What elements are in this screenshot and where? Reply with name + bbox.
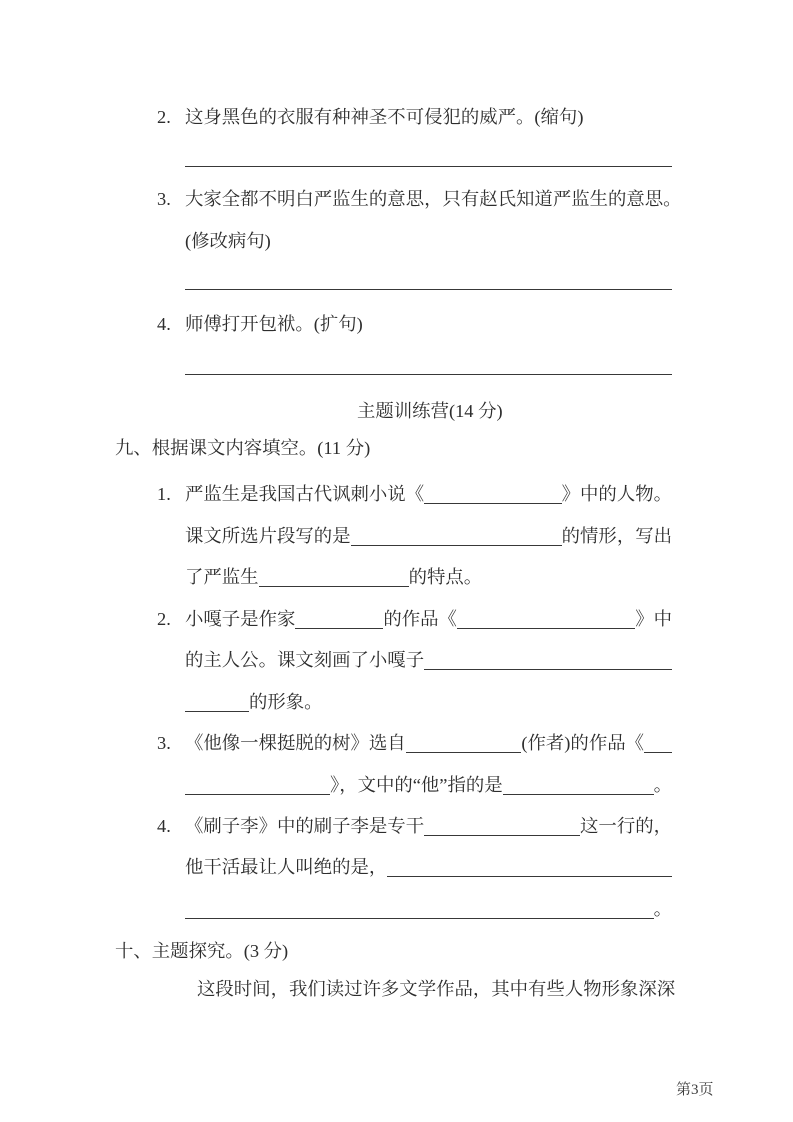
page-number: 第3页 bbox=[676, 1082, 714, 1098]
question-item-line bbox=[157, 106, 672, 128]
line-content bbox=[197, 978, 684, 1000]
text-segment: 。 bbox=[653, 775, 672, 795]
text-segment: (修改病句) bbox=[185, 231, 271, 251]
text-segment: (作者)的作品《 bbox=[521, 733, 644, 753]
fill-blank-underline bbox=[424, 815, 580, 836]
text-segment: 了严监生 bbox=[185, 567, 259, 587]
item-number: 2. bbox=[157, 107, 171, 127]
text-segment: 》中的人物。 bbox=[561, 484, 672, 504]
line-content bbox=[185, 898, 672, 920]
text-segment: 这段时间，我们读过许多文学作品，其中有些人物形象深深 bbox=[197, 979, 676, 999]
line-content bbox=[185, 106, 672, 128]
fill-blank-underline bbox=[406, 732, 522, 753]
text-segment: 师傅打开包袱。(扩句) bbox=[185, 314, 363, 334]
line-content bbox=[185, 483, 672, 505]
text-segment: 。 bbox=[653, 899, 672, 919]
text-segment: 的形象。 bbox=[249, 692, 323, 712]
item-number: 3. bbox=[157, 189, 171, 209]
fill-blank-underline bbox=[351, 525, 562, 546]
line-content bbox=[115, 437, 370, 459]
fill-blank-underline bbox=[259, 566, 409, 587]
text-segment: 他干活最让人叫绝的是， bbox=[185, 857, 388, 877]
line-content bbox=[185, 230, 672, 252]
section-title bbox=[115, 437, 370, 459]
question-item-line bbox=[157, 815, 672, 837]
prompt-paragraph bbox=[197, 978, 684, 1000]
fill-blank-underline bbox=[424, 483, 562, 504]
item-number: 4. bbox=[157, 314, 171, 334]
text-segment: 的作品《 bbox=[383, 609, 457, 629]
text-segment: 的情形，写出 bbox=[561, 526, 672, 546]
fill-blank-underline bbox=[185, 691, 249, 712]
line-content bbox=[185, 608, 672, 630]
fill-blank-underline bbox=[503, 774, 654, 795]
question-item-line bbox=[157, 313, 672, 335]
line-content bbox=[185, 566, 672, 588]
line-content bbox=[185, 815, 672, 837]
fill-blank-underline bbox=[185, 774, 330, 795]
question-continuation-line bbox=[185, 898, 672, 920]
text-segment: 大家全都不明白严监生的意思，只有赵氏知道严监生的意思。 bbox=[185, 189, 682, 209]
fill-blank-underline bbox=[457, 608, 635, 629]
text-segment: 《他像一棵挺脱的树》选自 bbox=[185, 733, 406, 753]
line-content bbox=[185, 525, 672, 547]
line-content bbox=[185, 313, 672, 335]
line-content bbox=[185, 649, 672, 671]
text-segment: 课文所选片段写的是 bbox=[185, 526, 351, 546]
item-number: 2. bbox=[157, 609, 171, 629]
fill-blank-underline bbox=[644, 732, 672, 753]
question-continuation-line bbox=[185, 691, 672, 713]
question-item-line bbox=[157, 608, 672, 630]
fill-blank-underline bbox=[387, 856, 672, 877]
question-item-line bbox=[157, 188, 682, 210]
section-heading bbox=[357, 400, 503, 422]
fill-blank-underline bbox=[424, 649, 672, 670]
answer-line bbox=[185, 145, 672, 167]
text-segment: 主题训练营(14 分) bbox=[357, 401, 503, 421]
fill-blank-underline bbox=[185, 898, 654, 919]
item-number: 4. bbox=[157, 816, 171, 836]
line-content bbox=[357, 400, 503, 422]
line-content bbox=[185, 188, 682, 210]
line-content bbox=[185, 691, 672, 713]
question-item-line bbox=[157, 732, 672, 754]
question-continuation-line bbox=[185, 566, 672, 588]
line-content bbox=[185, 732, 672, 754]
section-title bbox=[115, 940, 288, 962]
text-segment: 这身黑色的衣服有种神圣不可侵犯的威严。(缩句) bbox=[185, 107, 584, 127]
question-continuation-line bbox=[185, 230, 672, 252]
item-number: 1. bbox=[157, 484, 171, 504]
text-segment: 》中 bbox=[635, 609, 672, 629]
line-content bbox=[185, 774, 672, 796]
answer-line bbox=[185, 353, 672, 375]
text-segment: 九、根据课文内容填空。(11 分) bbox=[115, 438, 371, 458]
answer-line bbox=[185, 268, 672, 290]
text-segment: 这一行的， bbox=[580, 816, 672, 836]
fill-blank-underline bbox=[295, 608, 383, 629]
line-content bbox=[185, 856, 672, 878]
text-segment: 十、主题探究。(3 分) bbox=[115, 941, 289, 961]
line-content bbox=[115, 940, 288, 962]
text-segment: 的特点。 bbox=[408, 567, 483, 587]
text-segment: 》，文中的“他”指的是 bbox=[330, 775, 503, 795]
text-segment: 小嘎子是作家 bbox=[185, 609, 296, 629]
text-segment: 《刷子李》中的刷子李是专干 bbox=[185, 816, 425, 836]
question-continuation-line bbox=[185, 649, 672, 671]
text-segment: 严监生是我国古代讽刺小说《 bbox=[185, 484, 425, 504]
question-item-line bbox=[157, 483, 672, 505]
item-number: 3. bbox=[157, 733, 171, 753]
question-continuation-line bbox=[185, 856, 672, 878]
question-continuation-line bbox=[185, 774, 672, 796]
question-continuation-line bbox=[185, 525, 672, 547]
text-segment: 的主人公。课文刻画了小嘎子 bbox=[185, 650, 425, 670]
